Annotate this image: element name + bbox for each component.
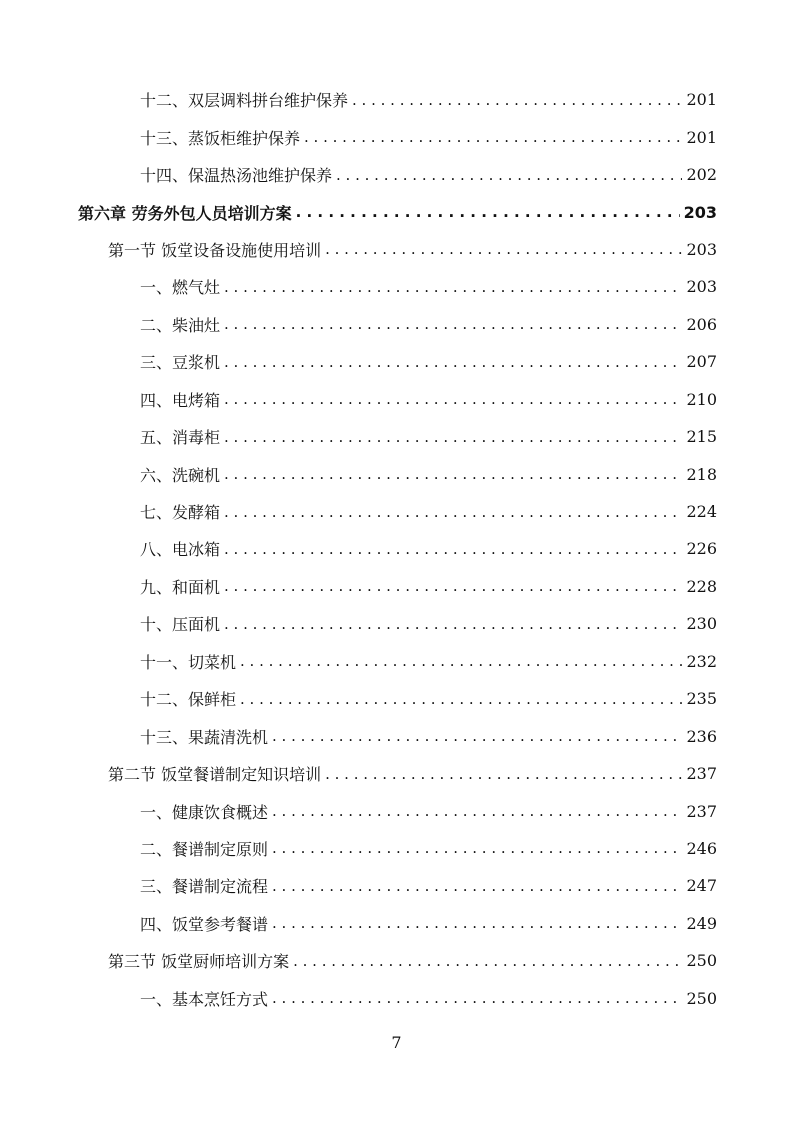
dot-leader — [224, 278, 682, 296]
toc-entry-page: 201 — [686, 127, 717, 147]
toc-entry[interactable] — [0, 455, 717, 492]
toc-entry-title: 八、电冰箱 — [140, 540, 221, 560]
toc-entry-page: 249 — [686, 913, 717, 933]
toc-entry-page: 235 — [686, 689, 717, 709]
dot-leader — [325, 765, 682, 783]
toc-entry-title: 第六章 劳务外包人员培训方案 — [78, 203, 292, 223]
toc-entry[interactable] — [0, 81, 717, 118]
toc-entry-title: 十三、蒸饭柜维护保养 — [140, 128, 301, 148]
toc-entry-title: 十、压面机 — [140, 615, 221, 635]
dot-leader — [272, 877, 682, 895]
toc-entry[interactable] — [0, 792, 717, 829]
toc-entry-title: 一、健康饮食概述 — [140, 802, 269, 822]
dot-leader — [224, 503, 682, 521]
toc-entry-page: 206 — [686, 314, 717, 334]
toc-entry-page: 224 — [686, 502, 717, 522]
page-number: 7 — [391, 1033, 402, 1052]
toc-entry-title: 一、燃气灶 — [140, 278, 221, 298]
toc-entry-title: 二、柴油灶 — [140, 315, 221, 335]
dot-leader — [224, 465, 682, 483]
toc-entry-title: 第二节 饭堂餐谱制定知识培训 — [108, 765, 322, 785]
toc-entry[interactable] — [0, 530, 717, 567]
toc-entry-page: 207 — [686, 352, 717, 372]
toc-entry[interactable] — [0, 493, 717, 530]
toc-entry[interactable] — [0, 118, 717, 155]
toc-entry-title: 一、基本烹饪方式 — [140, 989, 269, 1009]
toc-entry[interactable] — [0, 942, 717, 979]
toc-entry[interactable] — [0, 306, 717, 343]
toc-entry-page: 202 — [686, 165, 717, 185]
toc-entry[interactable] — [0, 231, 717, 268]
dot-leader — [224, 390, 682, 408]
toc-entry[interactable] — [0, 418, 717, 455]
dot-leader — [224, 540, 682, 558]
toc-entry[interactable] — [0, 568, 717, 605]
dot-leader — [224, 428, 682, 446]
toc-entry-title: 十四、保温热汤池维护保养 — [140, 166, 333, 186]
dot-leader — [272, 989, 682, 1007]
toc-entry-title: 三、豆浆机 — [140, 353, 221, 373]
toc-entry-page: 246 — [686, 838, 717, 858]
toc-entry-page: 237 — [686, 801, 717, 821]
dot-leader — [272, 839, 682, 857]
toc-entry-page: 250 — [686, 951, 717, 971]
toc-entry-title: 三、餐谱制定流程 — [140, 877, 269, 897]
toc-entry[interactable] — [0, 643, 717, 680]
toc-entry-title: 九、和面机 — [140, 577, 221, 597]
toc-entry-title: 第三节 饭堂厨师培训方案 — [108, 952, 290, 972]
toc-entry-page: 250 — [686, 988, 717, 1008]
toc-entry-page: 236 — [686, 726, 717, 746]
toc-entry-title: 十二、保鲜柜 — [140, 690, 237, 710]
toc-entry-title: 七、发酵箱 — [140, 503, 221, 523]
toc-entry-page: 247 — [686, 876, 717, 896]
toc-entry-title: 十三、果蔬清洗机 — [140, 727, 269, 747]
toc-entry-page: 232 — [686, 651, 717, 671]
dot-leader — [293, 952, 682, 970]
dot-leader — [240, 652, 682, 670]
toc-entry-page: 215 — [686, 427, 717, 447]
toc-entry[interactable] — [0, 680, 717, 717]
toc-entry-page: 226 — [686, 539, 717, 559]
toc-entry[interactable] — [0, 605, 717, 642]
toc-entry-page: 210 — [686, 389, 717, 409]
toc-entry-title: 六、洗碗机 — [140, 465, 221, 485]
dot-leader — [224, 353, 682, 371]
dot-leader — [240, 690, 682, 708]
dot-leader — [272, 914, 682, 932]
dot-leader — [304, 128, 682, 146]
toc-entry-title: 十二、双层调料拼台维护保养 — [140, 91, 349, 111]
toc-entry[interactable] — [0, 381, 717, 418]
toc-entry[interactable] — [0, 343, 717, 380]
toc-entry-page: 203 — [686, 277, 717, 297]
dot-leader — [224, 577, 682, 595]
toc-entry-page: 237 — [686, 764, 717, 784]
dot-leader — [296, 203, 680, 221]
toc-entry-title: 四、饭堂参考餐谱 — [140, 914, 269, 934]
toc-entry[interactable] — [0, 980, 717, 1017]
toc-entry-page: 218 — [686, 464, 717, 484]
toc-entry-title: 第一节 饭堂设备设施使用培训 — [108, 240, 322, 260]
dot-leader — [352, 91, 682, 109]
dot-leader — [272, 727, 682, 745]
dot-leader — [325, 240, 682, 258]
toc-entry-page: 228 — [686, 576, 717, 596]
toc-entry[interactable] — [0, 717, 717, 754]
toc-entry-title: 十一、切菜机 — [140, 652, 237, 672]
toc-entry-page: 203 — [683, 202, 717, 222]
toc-entry[interactable] — [0, 905, 717, 942]
dot-leader — [224, 315, 682, 333]
toc-entry-title: 四、电烤箱 — [140, 390, 221, 410]
toc-entry-title: 二、餐谱制定原则 — [140, 839, 269, 859]
toc-entry[interactable] — [0, 867, 717, 904]
toc-entry[interactable] — [0, 156, 717, 193]
dot-leader — [224, 615, 682, 633]
toc-entry-page: 201 — [686, 90, 717, 110]
toc-entry[interactable] — [0, 193, 717, 230]
toc-entry[interactable] — [0, 755, 717, 792]
toc-entry-page: 203 — [686, 239, 717, 259]
dot-leader — [336, 166, 682, 184]
dot-leader — [272, 802, 682, 820]
toc-entry[interactable] — [0, 830, 717, 867]
table-of-contents — [0, 81, 793, 1017]
toc-entry-page: 230 — [686, 614, 717, 634]
toc-entry[interactable] — [0, 268, 717, 305]
toc-entry-title: 五、消毒柜 — [140, 428, 221, 448]
